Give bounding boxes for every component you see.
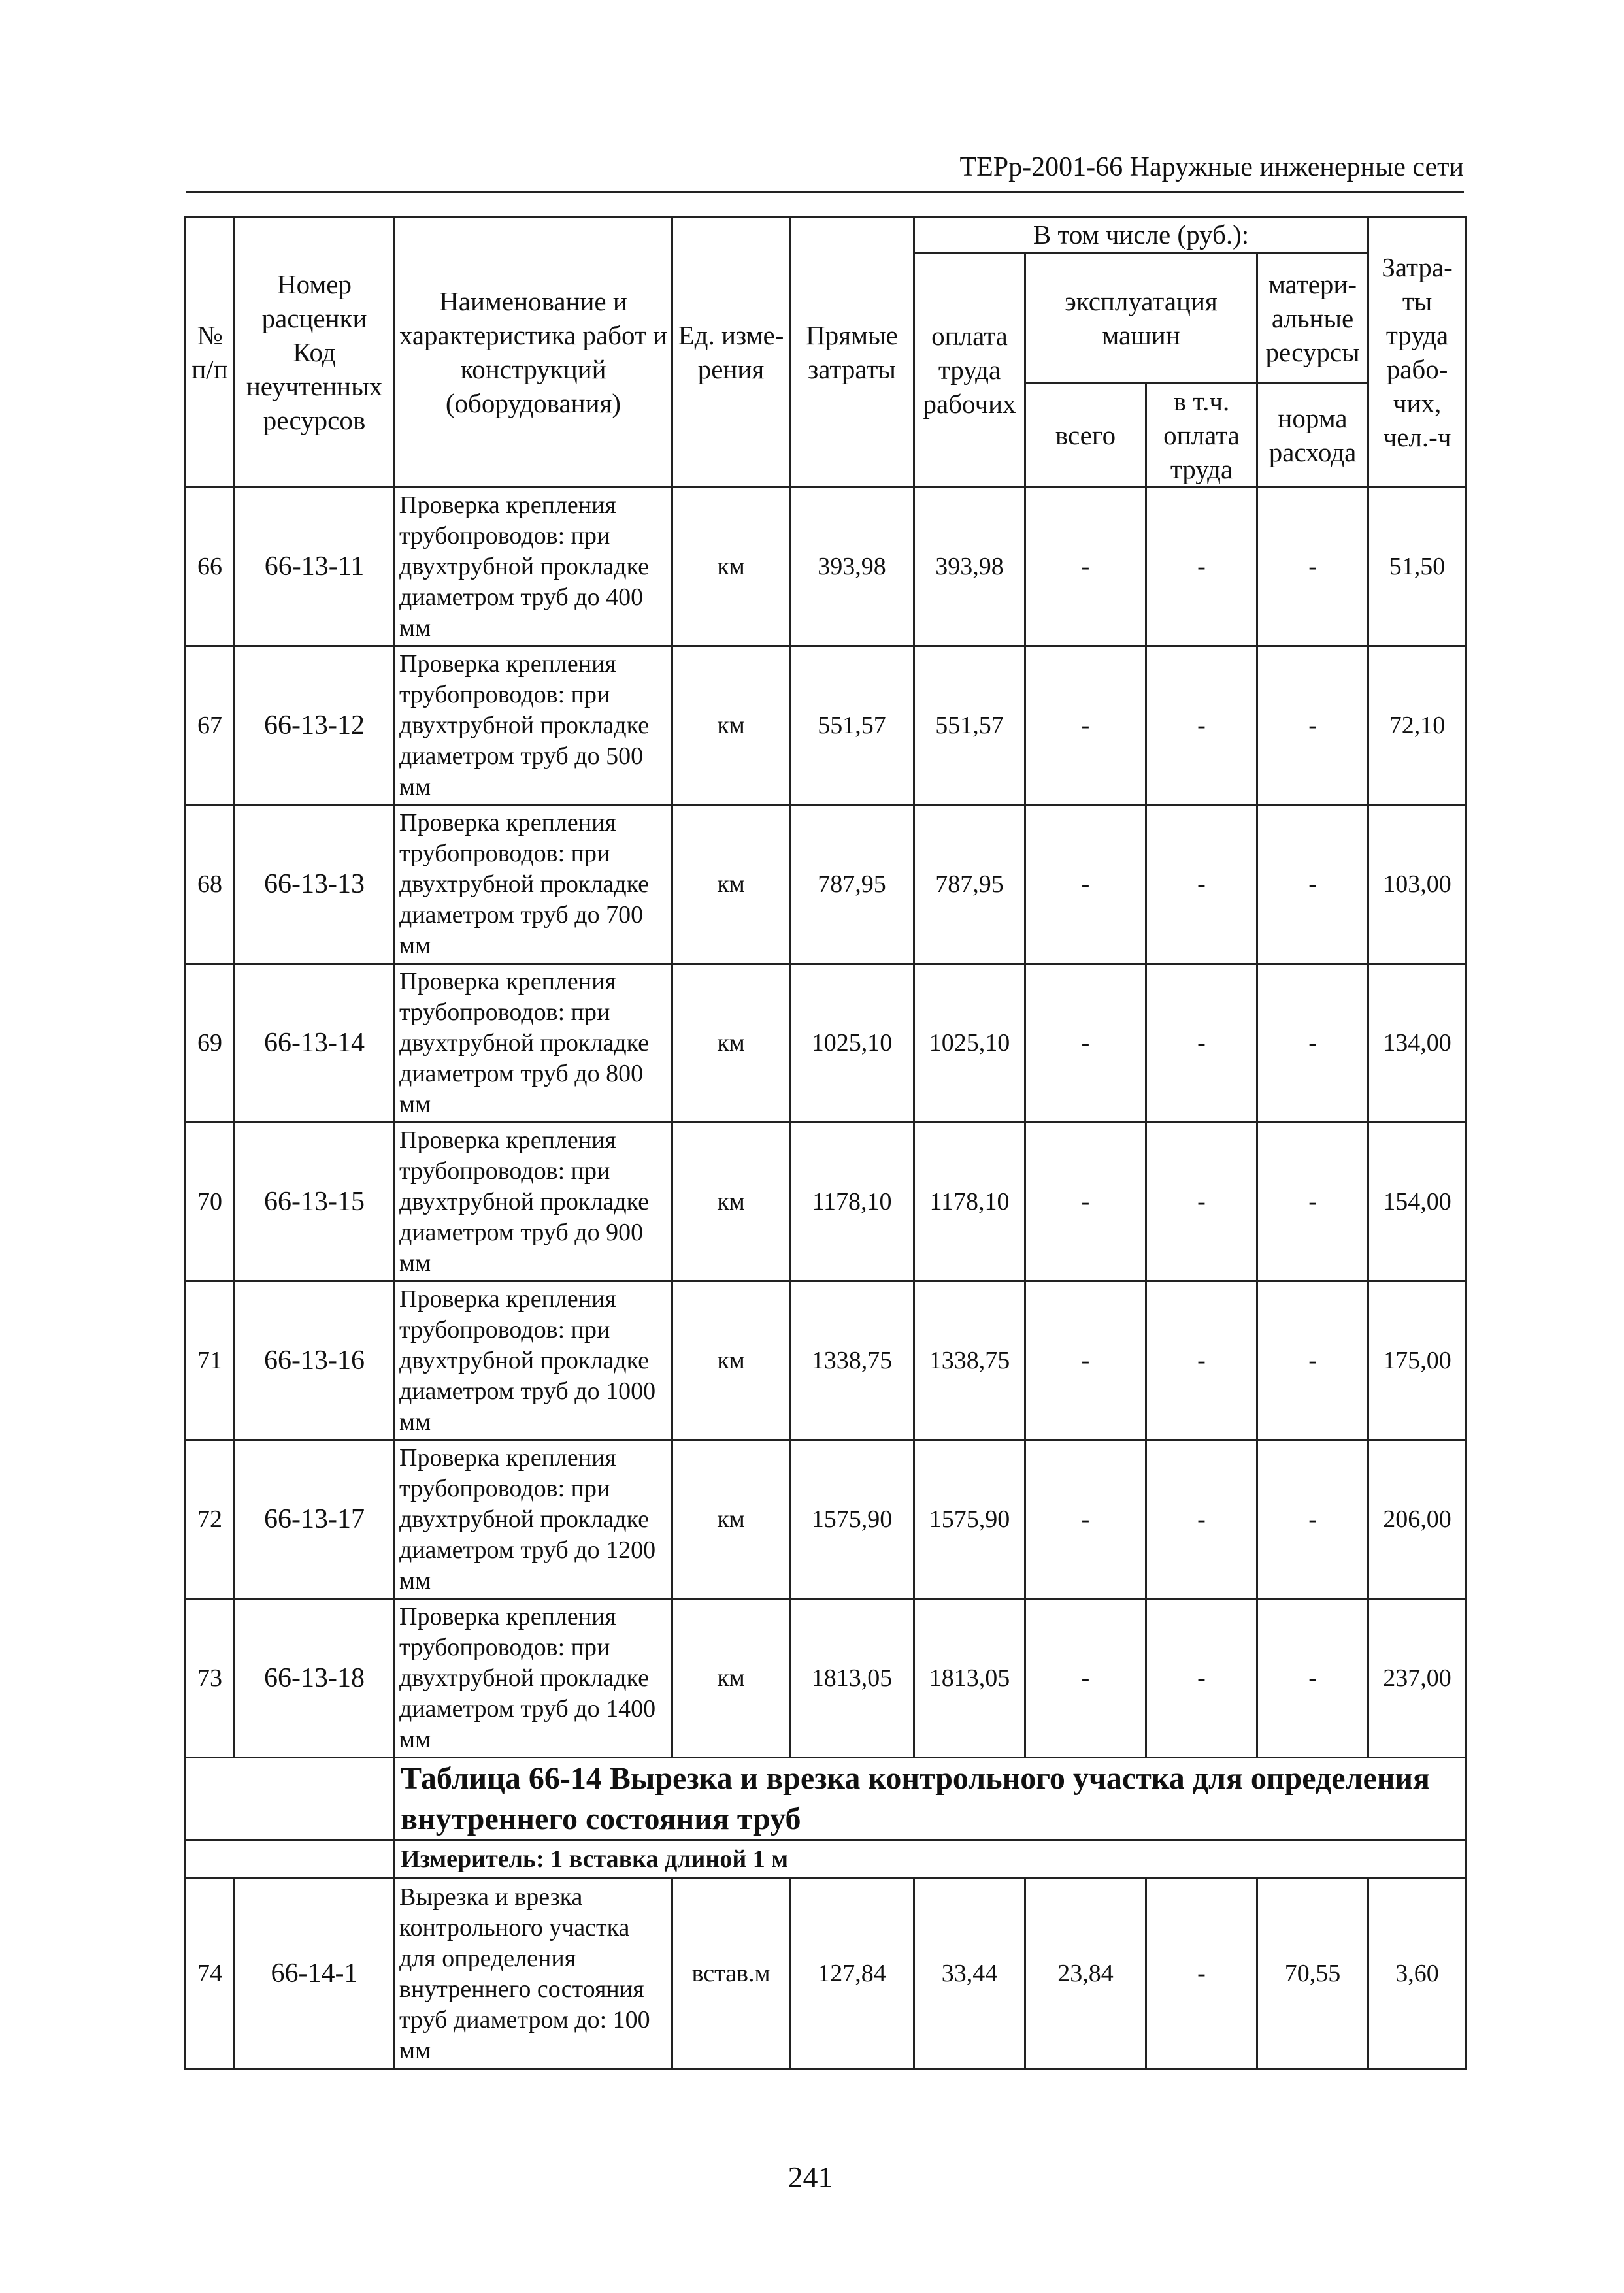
section-title-row [186, 1758, 1467, 1841]
cell-direct: 127,84 [790, 1879, 914, 2070]
cell-unit: км [672, 805, 790, 964]
section-measure-row [186, 1841, 1467, 1879]
cell-num: 70 [186, 1123, 235, 1281]
col-header-materials-norm: норма расхода [1257, 384, 1368, 487]
cell-machines-total: - [1025, 805, 1146, 964]
cell-machines-total: - [1025, 1123, 1146, 1281]
cell-materials: - [1257, 646, 1368, 805]
cell-code: 66-13-17 [235, 1440, 395, 1599]
cell-code: 66-14-1 [235, 1879, 395, 2070]
cell-machines-total: - [1025, 1440, 1146, 1599]
section-measure: Измеритель: 1 вставка длиной 1 м [395, 1841, 1467, 1879]
cell-labor: 103,00 [1368, 805, 1467, 964]
cell-labor: 154,00 [1368, 1123, 1467, 1281]
cell-machines-wages: - [1146, 487, 1257, 646]
cell-num: 74 [186, 1879, 235, 2070]
cell-wages: 1338,75 [914, 1281, 1025, 1440]
cell-wages: 33,44 [914, 1879, 1025, 2070]
cell-labor: 72,10 [1368, 646, 1467, 805]
cell-wages: 1178,10 [914, 1123, 1025, 1281]
col-header-code: Номер расценки Код неучтенных ресурсов [235, 217, 395, 487]
cell-code: 66-13-18 [235, 1599, 395, 1758]
col-header-num: № п/п [186, 217, 235, 487]
cell-direct: 787,95 [790, 805, 914, 964]
cell-labor: 51,50 [1368, 487, 1467, 646]
cell-direct: 551,57 [790, 646, 914, 805]
header-rule [186, 191, 1464, 193]
cell-materials: - [1257, 1281, 1368, 1440]
cell-name: Проверка крепления трубопроводов: при двухтрубной прокладке диаметром труб до 800 мм [395, 964, 672, 1123]
cell-wages: 1813,05 [914, 1599, 1025, 1758]
cell-unit: встав.м [672, 1879, 790, 2070]
cell-name: Проверка крепления трубопроводов: при двухтрубной прокладке диаметром труб до 1400 мм [395, 1599, 672, 1758]
col-header-wages: оплата труда рабочих [914, 253, 1025, 487]
table-row [186, 964, 1467, 1123]
col-header-machines-wages: в т.ч. оплата труда [1146, 384, 1257, 487]
cell-labor: 3,60 [1368, 1879, 1467, 2070]
cell-name: Вырезка и врезка контрольного участка для определения внутреннего состояния труб диаметром до: 100 мм [395, 1879, 672, 2070]
col-header-group: В том числе (руб.): [914, 217, 1368, 253]
cell-code: 66-13-15 [235, 1123, 395, 1281]
cell-num: 67 [186, 646, 235, 805]
page-number: 241 [787, 2160, 833, 2194]
col-header-direct: Прямые затраты [790, 217, 914, 487]
cell-materials: - [1257, 805, 1368, 964]
cell-machines-total: - [1025, 1599, 1146, 1758]
cell-code: 66-13-13 [235, 805, 395, 964]
cell-materials: - [1257, 1440, 1368, 1599]
col-header-name: Наименование и характеристика работ и конструкций (оборудования) [395, 217, 672, 487]
table-row [186, 487, 1467, 646]
cell-materials: - [1257, 1123, 1368, 1281]
cell-wages: 1025,10 [914, 964, 1025, 1123]
cell-wages: 393,98 [914, 487, 1025, 646]
cell-code: 66-13-11 [235, 487, 395, 646]
cell-machines-wages: - [1146, 646, 1257, 805]
cell-code: 66-13-12 [235, 646, 395, 805]
cell-machines-wages: - [1146, 1281, 1257, 1440]
table-row [186, 1440, 1467, 1599]
cell-direct: 1338,75 [790, 1281, 914, 1440]
col-header-materials: матери-альные ресурсы [1257, 253, 1368, 384]
cell-machines-total: - [1025, 1281, 1146, 1440]
cell-materials: - [1257, 1599, 1368, 1758]
cell-name: Проверка крепления трубопроводов: при двухтрубной прокладке диаметром труб до 900 мм [395, 1123, 672, 1281]
cell-name: Проверка крепления трубопроводов: при двухтрубной прокладке диаметром труб до 400 мм [395, 487, 672, 646]
cell-name: Проверка крепления трубопроводов: при двухтрубной прокладке диаметром труб до 700 мм [395, 805, 672, 964]
cell-num: 73 [186, 1599, 235, 1758]
cell-labor: 206,00 [1368, 1440, 1467, 1599]
table-row [186, 1599, 1467, 1758]
cell-machines-wages: - [1146, 1123, 1257, 1281]
cell-unit: км [672, 646, 790, 805]
col-header-machines: эксплуатация машин [1025, 253, 1257, 384]
cell-num: 72 [186, 1440, 235, 1599]
table-row [186, 1879, 1467, 2070]
cell-name: Проверка крепления трубопроводов: при двухтрубной прокладке диаметром труб до 1200 мм [395, 1440, 672, 1599]
cell-num: 69 [186, 964, 235, 1123]
cell-machines-total: - [1025, 646, 1146, 805]
cell-direct: 1178,10 [790, 1123, 914, 1281]
cell-machines-wages: - [1146, 964, 1257, 1123]
cell-unit: км [672, 1123, 790, 1281]
cell-num: 68 [186, 805, 235, 964]
table-header-row [186, 217, 1467, 253]
col-header-machines-total: всего [1025, 384, 1146, 487]
cell-code: 66-13-14 [235, 964, 395, 1123]
col-header-unit: Ед. изме-рения [672, 217, 790, 487]
cell-machines-total: - [1025, 964, 1146, 1123]
cell-labor: 134,00 [1368, 964, 1467, 1123]
rates-table [184, 216, 1467, 2070]
document-header-title: ТЕРр-2001-66 Наружные инженерные сети [959, 152, 1464, 182]
cell-unit: км [672, 1281, 790, 1440]
cell-wages: 787,95 [914, 805, 1025, 964]
cell-machines-total: 23,84 [1025, 1879, 1146, 2070]
cell-materials: 70,55 [1257, 1879, 1368, 2070]
cell-unit: км [672, 1440, 790, 1599]
cell-labor: 237,00 [1368, 1599, 1467, 1758]
cell-direct: 1813,05 [790, 1599, 914, 1758]
cell-num: 66 [186, 487, 235, 646]
col-header-labor: Затра-ты труда рабо-чих, чел.-ч [1368, 217, 1467, 487]
cell-name: Проверка крепления трубопроводов: при двухтрубной прокладке диаметром труб до 500 мм [395, 646, 672, 805]
cell-machines-wages: - [1146, 805, 1257, 964]
cell-labor: 175,00 [1368, 1281, 1467, 1440]
cell-direct: 1025,10 [790, 964, 914, 1123]
cell-name: Проверка крепления трубопроводов: при двухтрубной прокладке диаметром труб до 1000 мм [395, 1281, 672, 1440]
cell-num: 71 [186, 1281, 235, 1440]
table-row [186, 1123, 1467, 1281]
cell-machines-total: - [1025, 487, 1146, 646]
table-row [186, 805, 1467, 964]
cell-machines-wages: - [1146, 1440, 1257, 1599]
cell-materials: - [1257, 487, 1368, 646]
table-row [186, 646, 1467, 805]
cell-machines-wages: - [1146, 1599, 1257, 1758]
cell-direct: 1575,90 [790, 1440, 914, 1599]
cell-wages: 551,57 [914, 646, 1025, 805]
cell-direct: 393,98 [790, 487, 914, 646]
cell-unit: км [672, 1599, 790, 1758]
section-title: Таблица 66-14 Вырезка и врезка контрольного участка для определения внутреннего состояния труб [395, 1758, 1467, 1841]
cell-materials: - [1257, 964, 1368, 1123]
cell-code: 66-13-16 [235, 1281, 395, 1440]
cell-unit: км [672, 487, 790, 646]
table-row [186, 1281, 1467, 1440]
cell-wages: 1575,90 [914, 1440, 1025, 1599]
cell-unit: км [672, 964, 790, 1123]
cell-machines-wages: - [1146, 1879, 1257, 2070]
